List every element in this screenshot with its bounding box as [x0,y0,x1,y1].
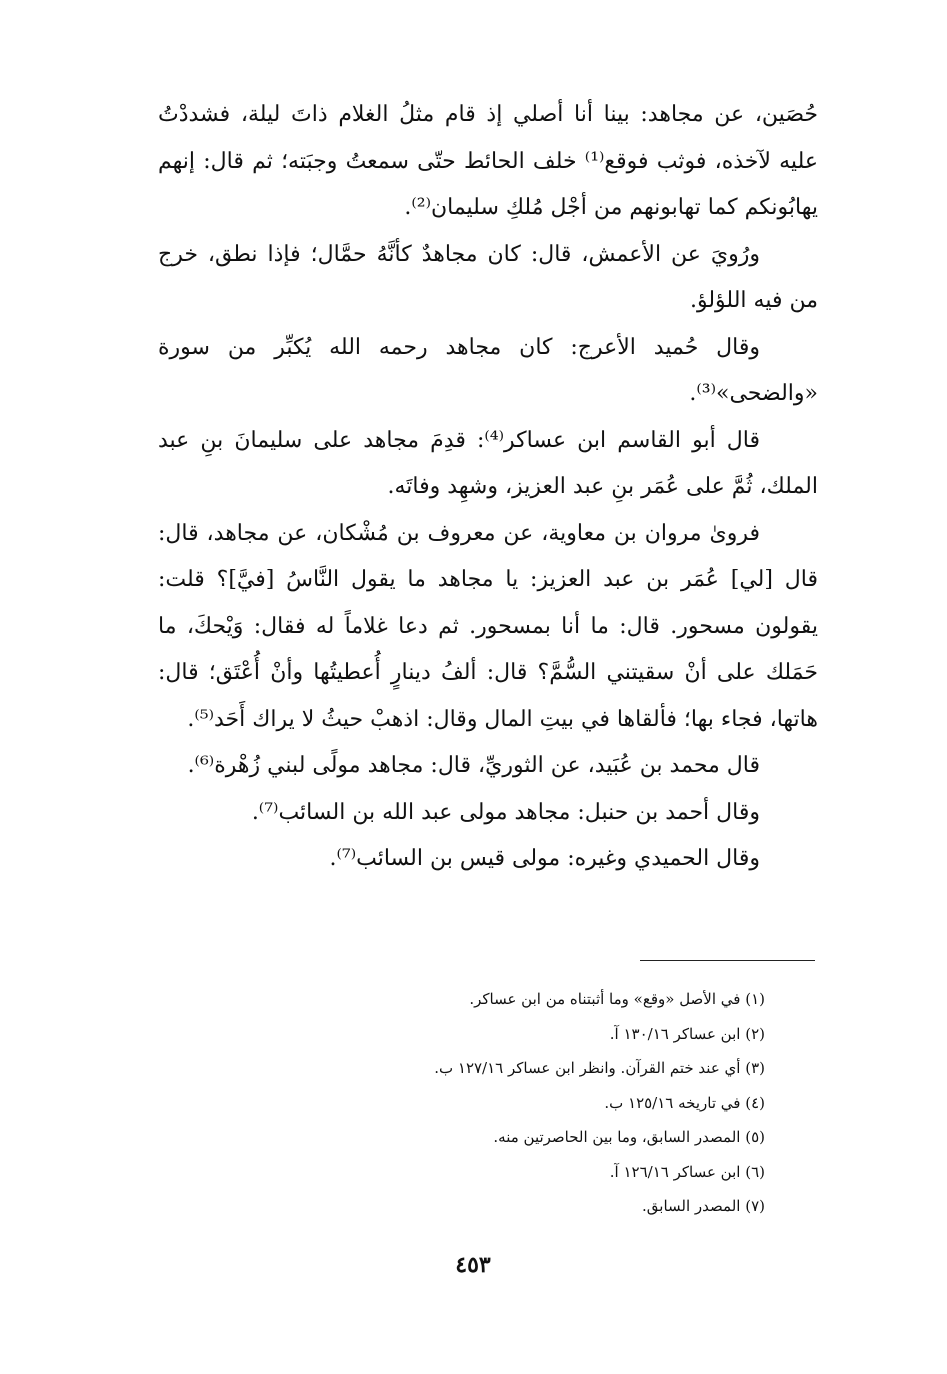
footnote-7: (٧) المصدر السابق. [642,1197,765,1215]
paragraph-7: وقال أحمد بن حنبل: مجاهد مولى عبد الله بن السائب⁽⁷⁾. [251,799,760,825]
footnote-6: (٦) ابن عساكر ١٢٦/١٦ آ. [609,1162,765,1181]
footnotes [300,982,765,1224]
footnote-separator [640,960,815,961]
page-number: ٤٥٣ [455,1252,491,1278]
footnote-5: (٥) المصدر السابق، وما بين الحاصرتين منه. [493,1128,765,1146]
paragraph-4: قال أبو القاسم ابن عساكر⁽⁴⁾: قدِمَ مجاهد على سليمانَ بنِ عبد الملك، ثُمَّ على عُمَر بنِ عبد العزيز، وشهِد وفاتَه. [158,427,818,499]
footnote-4: (٤) في تاريخه ١٢٥/١٦ ب. [604,1093,765,1112]
paragraph-5: فروىٰ مروان بن معاوية، عن معروف بن مُشْكان، عن مجاهد، قال: قال [لي] عُمَر بن عبد العزيز: يا مجاهد ما يقول النَّاسُ [فيَّ]؟ قلت: يقولون مسحور. قال: ما أنا بمسحور. ثم دعا غلاماً له فقال: وَيْحكَ، ما حَمَلك على أنْ سقيتني السُّمَّ؟ قال: ألفُ دينارٍ أُعطيتُها وأنْ أُعْتَق؛ قال: هاتها، فجاء بها؛ فألقاها في بيتِ المال وقال: اذهبْ حيثُ لا يراك أَحَد⁽⁵⁾. [158,520,818,732]
paragraph-3: وقال حُميد الأعرج: كان مجاهد رحمه الله يُكبِّر من سورة «والضحى»⁽³⁾. [158,334,818,406]
footnote-2: (٢) ابن عساكر ١٣٠/١٦ آ. [609,1024,765,1043]
paragraph-1: حُصَين، عن مجاهد: بينا أنا أصلي إذ قام مثلُ الغلام ذاتَ ليلة، فشددْتُ عليه لآخذه، فوثب فوقع⁽¹⁾ خلف الحائط حتّى سمعتُ وجبَته؛ ثم قال: إنهم يهابُونكم كما تهابونهم من أجْل مُلكِ سليمان⁽²⁾. [158,102,818,220]
footnote-1: (١) في الأصل «وقع» وما أثبتناه من ابن عساكر. [469,990,765,1008]
footnote-3: (٣) أي عند ختم القرآن. وانظر ابن عساكر ١٢٧/١٦ ب. [434,1059,765,1077]
paragraph-8: وقال الحميدي وغيره: مولى قيس بن السائب⁽⁷⁾. [329,846,760,871]
main-text [158,92,818,883]
paragraph-2: ورُويَ عن الأعمش، قال: كان مجاهدٌ كأنَّهُ حمَّال؛ فإذا نطق، خرج من فيه اللؤلؤ. [158,241,818,313]
paragraph-6: قال محمد بن عُبَيد، عن الثوريِّ، قال: مجاهد مولًى لبني زُهْرة⁽⁶⁾. [187,753,760,778]
